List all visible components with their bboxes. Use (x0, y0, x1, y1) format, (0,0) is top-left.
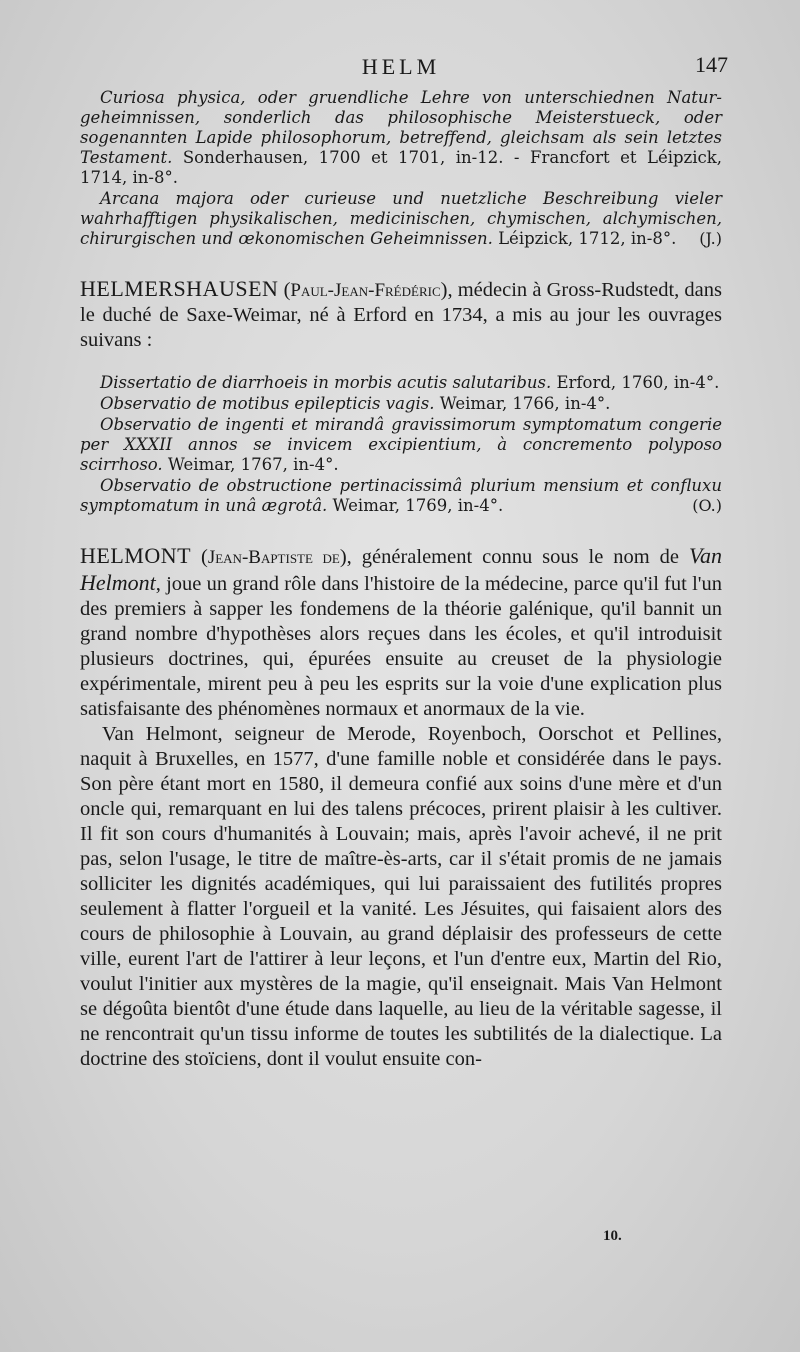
bib-entry: Dissertatio de diarrhoeis in morbis acutis salutaribus. Erford, 1760, in-4°. (100, 373, 720, 392)
bib-entry: Observatio de ingenti et mirandâ gravissimorum symptomatum congerie per XXXII annos se invicem excipientium, à concremento polyposo scirrhoso. Weimar, 1767, in-4°. (80, 415, 722, 474)
entry-alias: Van Helmont (80, 543, 722, 595)
bib-entry: Observatio de obstructione pertinacissimâ plurium mensium et confluxu symptomatum in unâ ægrotâ. Weimar, 1769, in-4°. (O.) (80, 476, 722, 515)
bib-entry: Curiosa physica, oder gruendliche Lehre von unterschiednen Natur-geheimnissen, sonderlich das philosophische Meisterstueck, oder sogenannten Lapide philosophorum, betreffend, gleichsam als sein letztes Testament. Sonderhausen, 1700 et 1701, in-12. - Francfort et Léipzick, 1714, in-8°. (80, 88, 722, 187)
entry-forenames: Jean-Baptiste de (207, 547, 340, 568)
entry-forenames: Paul-Jean-Frédéric (290, 280, 441, 301)
entry-name: HELMONT (80, 543, 192, 568)
bib-entry: Observatio de motibus epilepticis vagis. Weimar, 1766, in-4°. (100, 394, 611, 413)
author-initials: (J.) (699, 229, 722, 248)
entry-name: HELMERSHAUSEN (80, 276, 279, 301)
page-number: 147 (695, 52, 728, 77)
entry-helmershausen: HELMERSHAUSEN (Paul-Jean-Frédéric), médecin à Gross-Rudstedt, dans le duché de Saxe-Weimar, né à Erford en 1734, a mis au jour les ouvrages suivans : (80, 276, 722, 351)
running-title: HELM (361, 54, 441, 79)
entry-helmont: HELMONT (Jean-Baptiste de), généralement connu sous le nom de Van Helmont, joue un grand rôle dans l'histoire de la médecine, parce qu'il fut l'un des premiers à sapper les fondemens de la théorie galénique, qu'il bannit un grand nombre d'hypothèses alors reçues dans les écoles, et qu'il introduisit plusieurs doctrines, qui, épurées ensuite au creuset de la physiologie expérimentale, mirent peu à peu les esprits sur la voie d'une explication plus satisfaisante des phénomènes normaux et anormaux de la vie. (80, 543, 722, 720)
author-initials: (O.) (692, 496, 722, 515)
body-paragraph: Van Helmont, seigneur de Merode, Royenboch, Oorschot et Pellines, naquit à Bruxelles, en 1577, d'une famille noble et considérée dans le pays. Son père étant mort en 1580, il demeura confié aux soins d'une mère et d'un oncle qui, remarquant en lui des talens précoces, prirent plaisir à les cultiver. Il fit son cours d'humanités à Louvain; mais, après l'avoir achevé, il ne prit pas, selon l'usage, le titre de maître-ès-arts, car il s'était promis de ne jamais solliciter les dignités académiques, qui lui paraissaient des futilités propres seulement à flatter l'orgueil et la vanité. Les Jésuites, qui faisaient alors des cours de philosophie à Louvain, au grand déplaisir des professeurs de cette ville, eurent l'art de l'attirer à leur leçons, et l'un d'entre eux, Martin del Rio, voulut l'initier aux mystères de la magie, qu'il enseignait. Mais Van Helmont se dégoûta bientôt d'une étude dans laquelle, au lieu de la véritable sagesse, il ne rencontrait qu'un tissu informe de toutes les subtilités de la dialectique. La doctrine des stoïciens, dont il voulut ensuite con- (80, 723, 722, 1070)
bib-entry: Arcana majora oder curieuse und nuetzliche Beschreibung vieler wahrhafftigen physikalischen, medicinischen, chymischen, alchymischen, chirurgischen und œkonomischen Geheimnissen. Léipzick, 1712, in-8°. (J.) (80, 189, 722, 248)
signature-mark: 10. (603, 1228, 622, 1244)
running-head (80, 48, 728, 88)
